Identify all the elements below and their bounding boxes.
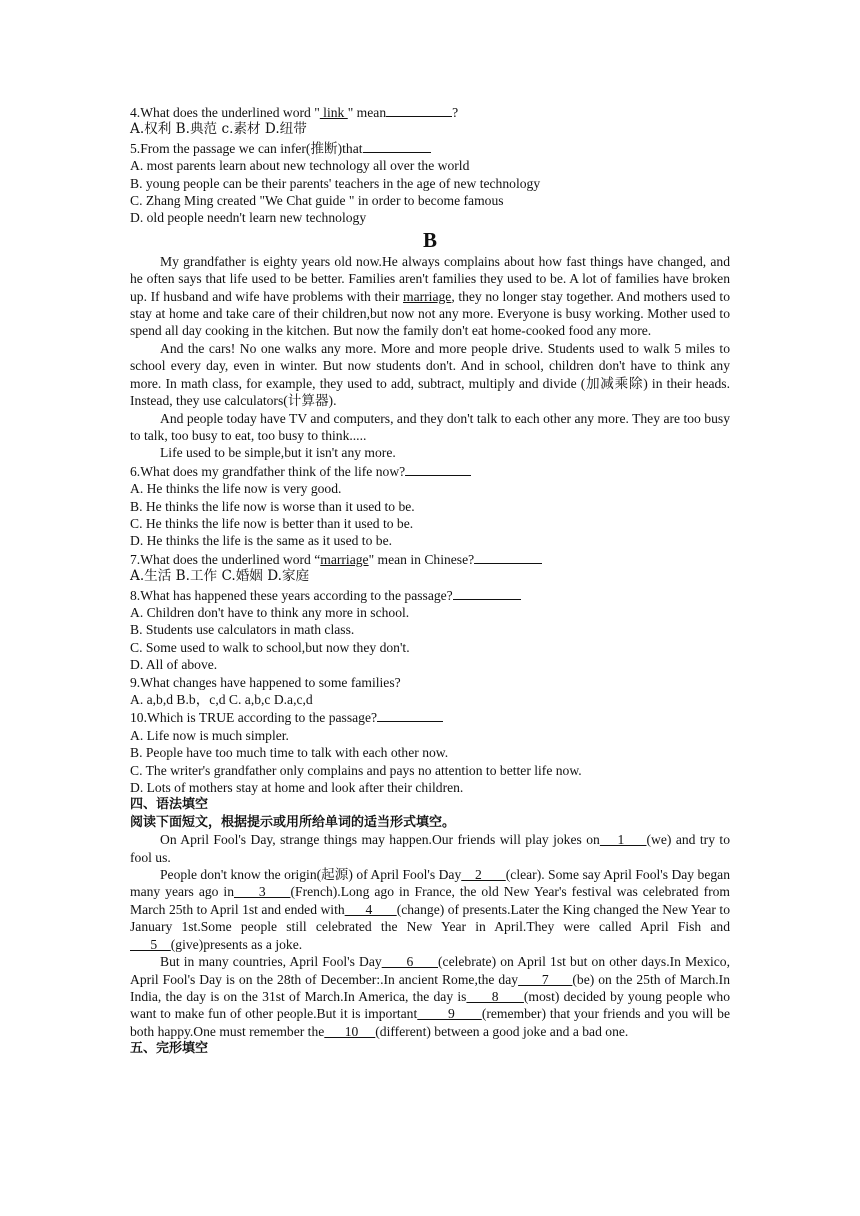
cloze-blank-9[interactable]: 9 — [417, 1006, 482, 1022]
question-8-option-b: B. Students use calculators in math class. — [130, 622, 355, 638]
question-6-option-c: C. He thinks the life now is better than it used to be. — [130, 515, 414, 531]
q8-stem-text: 8.What has happened these years according to the passage? — [130, 587, 453, 603]
cloze-blank-4[interactable]: 4 — [344, 901, 397, 917]
cloze-blank-6[interactable]: 6 — [381, 954, 439, 970]
cloze-blank-2[interactable]: 2 — [461, 867, 506, 883]
question-5-stem — [130, 139, 730, 157]
cloze-paragraph-3 — [130, 953, 730, 1040]
cloze-text: But in many countries, April Fool's Day — [160, 954, 382, 970]
cloze-text: (French).Long ago in France, the old New Year's festival was celebrated from March 25th to April 1st and ended with — [130, 884, 730, 917]
cloze-text: People don't know the origin(起源) of April Fool's Day — [160, 867, 462, 883]
question-6-option-a: A. He thinks the life now is very good. — [130, 481, 342, 497]
cloze-text: (clear). Some say April Fool's Day began many years ago in — [130, 867, 730, 900]
q4-stem-part: 4.What does the underlined word " — [130, 105, 320, 120]
question-9-options: A. a,b,d B.b，c,d C. a,b,c D.a,c,d — [130, 692, 313, 707]
section-4-title: 四、语法填空 — [130, 797, 209, 813]
cloze-text: (remember) that your friends and you will be both happy.One must remember the — [130, 1006, 730, 1039]
q6-stem-text: 6.What does my grandfather think of the life now? — [130, 463, 406, 479]
q7-stem-part: " mean in Chinese? — [368, 551, 475, 567]
question-10-option-c: C. The writer's grandfather only complains and pays no attention to better life now. — [130, 762, 582, 778]
cloze-text: (most) decided by young people who want to make fun of other people.But it is important — [130, 988, 731, 1022]
question-8-option-c: C. Some used to walk to school,but now they don't. — [130, 639, 410, 655]
question-4-options: A.权利 B.典范 c.素材 D.纽带 — [130, 121, 307, 138]
passage-b-paragraph-3: And people today have TV and computers, and they don't talk to each other any more. They are too busy to talk, too busy to eat, too busy to think..... — [130, 410, 730, 443]
answer-blank[interactable] — [405, 462, 471, 476]
cloze-text: (we) and try to fool us. — [130, 832, 730, 865]
passage-text: , they no longer stay together. And mothers used to stay at home and take care of their children,but now not any more. Everyone is busy working. Mother used to spend all day cooking in the kitchen. But now the family don't eat home-cooked food any more. — [130, 288, 730, 339]
question-8-option-d: D. All of above. — [130, 657, 218, 673]
cloze-blank-10[interactable]: 10 — [324, 1023, 376, 1039]
section-5-title: 五、完形填空 — [130, 1041, 209, 1057]
passage-b-paragraph-4: Life used to be simple,but it isn't any more. — [160, 445, 396, 461]
question-5-option-a: A. most parents learn about new technology all over the world — [130, 158, 470, 174]
passage-b-paragraph-2: And the cars! No one walks any more. More and more people drive. Students used to walk 5 miles to school every day, even in winter. But now students don't. And in school, children don't have to think any more. In math class, for example, they used to add, subtract, multiply and divide (加减乘除) in their heads. Instead, they use calculators(计算器). — [130, 340, 730, 409]
cloze-text: (celebrate) on April 1st but on other days.In Mexico, April Fool's Day is on the 28th of December:.In ancient Rome,the day — [130, 954, 730, 987]
cloze-paragraph-1 — [130, 831, 730, 866]
cloze-blank-7[interactable]: 7 — [518, 971, 573, 987]
cloze-paragraph-2 — [130, 866, 730, 953]
question-10-stem — [130, 708, 730, 726]
question-10-option-a: A. Life now is much simpler. — [130, 727, 289, 743]
question-10-option-d: D. Lots of mothers stay at home and look after their children. — [130, 780, 464, 796]
q5-stem-text: 5.From the passage we can infer(推断)that — [130, 140, 363, 156]
underlined-word-link: link — [319, 105, 348, 120]
answer-blank[interactable] — [474, 550, 542, 564]
question-8-option-a: A. Children don't have to think any more in school. — [130, 604, 410, 620]
question-6-stem — [130, 462, 730, 480]
answer-blank[interactable] — [453, 586, 521, 600]
cloze-blank-3[interactable]: 3 — [234, 884, 291, 900]
section-b-heading: B — [422, 227, 437, 252]
question-9-stem: 9.What changes have happened to some families? — [130, 674, 401, 690]
section-4-instruction: 阅读下面短文，根据提示或用所给单词的适当形式填空。 — [130, 814, 456, 830]
cloze-blank-8[interactable]: 8 — [466, 988, 524, 1004]
question-5-option-d: D. old people needn't learn new technology — [130, 210, 367, 226]
question-6-option-d: D. He thinks the life is the same as it used to be. — [130, 533, 393, 549]
question-7-stem — [130, 550, 730, 568]
cloze-text: On April Fool's Day, strange things may happen.Our friends will play jokes on — [160, 832, 600, 848]
question-8-stem — [130, 586, 730, 604]
passage-text: My grandfather is eighty years old now.He always complains about how fast things have changed, and he often says that life used to be better. Families aren't families they used to be. A lot of families have broken up. If husband and wife have problems with their — [130, 253, 730, 304]
cloze-blank-5[interactable]: 5 — [130, 936, 171, 952]
question-5-option-c: C. Zhang Ming created "We Chat guide " in order to become famous — [130, 193, 504, 209]
passage-b-paragraph-1 — [130, 253, 730, 340]
question-4-stem — [130, 103, 730, 121]
cloze-text: (be) on the 25th of March.In India, the day is on the 31st of March.In America, the day is — [130, 971, 730, 1004]
cloze-text: (change) of presents.Later the King changed the New Year to January 1st.Some people still celebrated the New Year in April.They were called April Fish and — [130, 901, 730, 935]
question-10-option-b: B. People have too much time to talk with each other now. — [130, 745, 449, 761]
q4-stem-part: " mean — [347, 105, 387, 120]
cloze-blank-1[interactable]: 1 — [599, 832, 647, 848]
q7-stem-part: 7.What does the underlined word “ — [130, 551, 321, 567]
q4-stem-end: ? — [452, 105, 459, 120]
question-5-option-b: B. young people can be their parents' teachers in the age of new technology — [130, 175, 541, 191]
question-7-options: A.生活 B.工作 C.婚姻 D.家庭 — [130, 568, 310, 585]
underlined-word-marriage: marriage — [403, 288, 452, 304]
underlined-word-marriage: marriage — [320, 551, 369, 567]
answer-blank[interactable] — [377, 708, 443, 722]
answer-blank[interactable] — [363, 139, 431, 153]
q10-stem-text: 10.Which is TRUE according to the passage? — [130, 710, 378, 726]
cloze-text: (different) between a good joke and a bad one. — [375, 1023, 629, 1039]
question-6-option-b: B. He thinks the life now is worse than it used to be. — [130, 498, 415, 514]
cloze-text: (give)presents as a joke. — [170, 936, 303, 952]
answer-blank[interactable] — [386, 103, 452, 117]
